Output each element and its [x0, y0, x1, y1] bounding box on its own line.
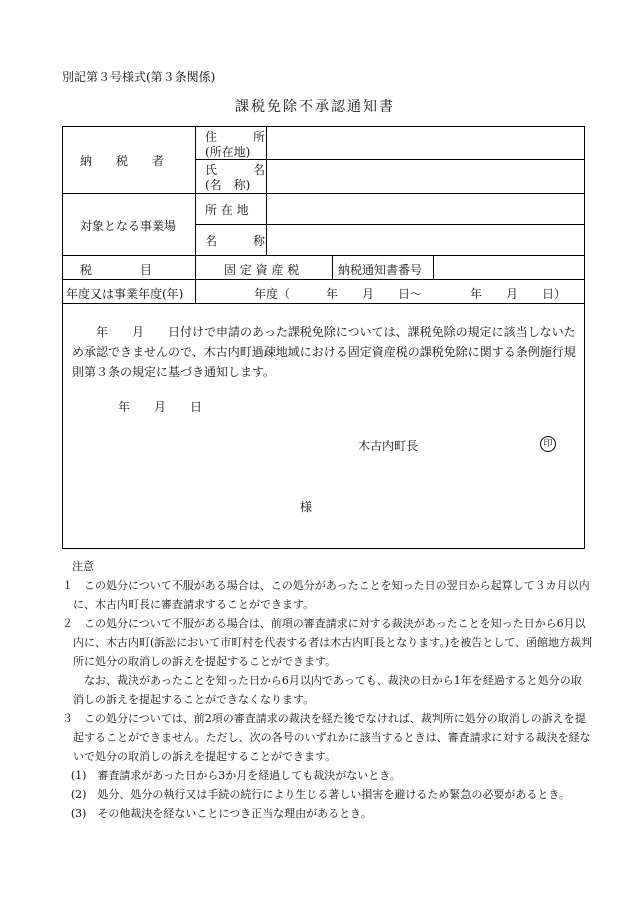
notes-heading: 注意 [72, 560, 94, 573]
address-sub-label: (所在地) [205, 145, 251, 159]
notice-body-text: 年 月 日付けで申請のあった課税免除については、課税免除の規定に該当しないため承認できませんので、木古内町過疎地域における固定資産税の課税免除に関する条例施行規則第３条の規定に基づき通知します。 [72, 325, 576, 379]
rule-year-body [62, 303, 585, 304]
table-border-right [584, 126, 585, 549]
tax-item-value: 固 定 資 産 税 [224, 263, 300, 277]
note-subitem-3: (3) その他裁決を経ないことにつき正当な理由があるとき。 [70, 807, 372, 820]
address-field[interactable] [270, 133, 580, 155]
note-item-2-supplement: なお、裁決があったことを知った日から6月以内であっても、裁決の日から1年を経過すると処分の取消しの訴えを提起することができなくなります。 [62, 674, 582, 706]
issuer-name: 木古内町長 [358, 439, 419, 453]
form-label: 別記第３号様式(第３条関係) [62, 70, 216, 84]
location-label: 所 在 地 [205, 203, 249, 217]
rule-taxpayer-site [62, 193, 585, 194]
location-field[interactable] [270, 197, 580, 221]
note-item-3: ３ この処分については、前2項の審査請求の裁決を経た後でなければ、裁判所に処分の取消しの訴えを提起することができません。ただし、次の各号のいずれかに該当するときは、審査請求に対する裁決を経ないで処分の取消しの訴えを提起することができます。 [62, 712, 591, 763]
rule-vertical-3 [332, 255, 333, 279]
rule-location-name [195, 224, 585, 225]
rule-vertical-1 [195, 126, 196, 303]
site-name-label: 名 称 [205, 234, 266, 248]
site-label: 対象となる事業場 [80, 219, 177, 233]
year-label: 年度又は事業年度(年) [66, 287, 184, 301]
notes-section [62, 557, 592, 823]
rule-taxitem-year [62, 279, 585, 280]
name-label: 氏 名 [205, 163, 266, 177]
addressee-suffix: 様 [300, 500, 313, 514]
name-sub-label: (名 称) [205, 178, 251, 192]
tax-item-label: 税 目 [80, 263, 153, 277]
table-border-left [62, 126, 63, 549]
note-item-1: １ この処分について不服がある場合は、この処分があったことを知った日の翌日から起算して３カ月以内に、木古内町長に審査請求することができます。 [62, 579, 590, 611]
taxpayer-label: 納 税 者 [80, 154, 165, 168]
rule-address-name [195, 159, 585, 160]
rule-vertical-4 [433, 255, 434, 279]
year-value: 年度（ 年 月 日～ 年 月 日） [254, 287, 567, 301]
document-title: 課税免除不承認通知書 [235, 99, 395, 115]
rule-vertical-2 [266, 126, 267, 255]
notice-number-field[interactable] [437, 258, 580, 276]
name-field[interactable] [270, 165, 580, 187]
address-label: 住 所 [205, 130, 266, 144]
seal-icon: 印 [540, 436, 556, 452]
site-name-field[interactable] [270, 228, 580, 252]
note-item-2: ２ この処分について不服がある場合は、前項の審査請求に対する裁決があったことを知った日から6月以内に、木古内町(訴訟において市町村を代表する者は木古内町長となります。)を被告として、函館地方裁判所に処分の取消しの訴えを提起することができます。 [62, 617, 592, 668]
notice-number-label: 納税通知書番号 [338, 263, 423, 277]
table-border-bottom [62, 548, 585, 549]
note-subitem-2: (2) 処分、処分の執行又は手続の続行により生じる著しい損害を避けるため緊急の必要があるとき。 [70, 788, 570, 801]
notice-date: 年 月 日 [118, 400, 203, 414]
rule-site-taxitem [62, 255, 585, 256]
note-subitem-1: (1) 審査請求があった日から3か月を経過しても裁決がないとき。 [70, 769, 401, 782]
table-border-top [62, 126, 585, 127]
